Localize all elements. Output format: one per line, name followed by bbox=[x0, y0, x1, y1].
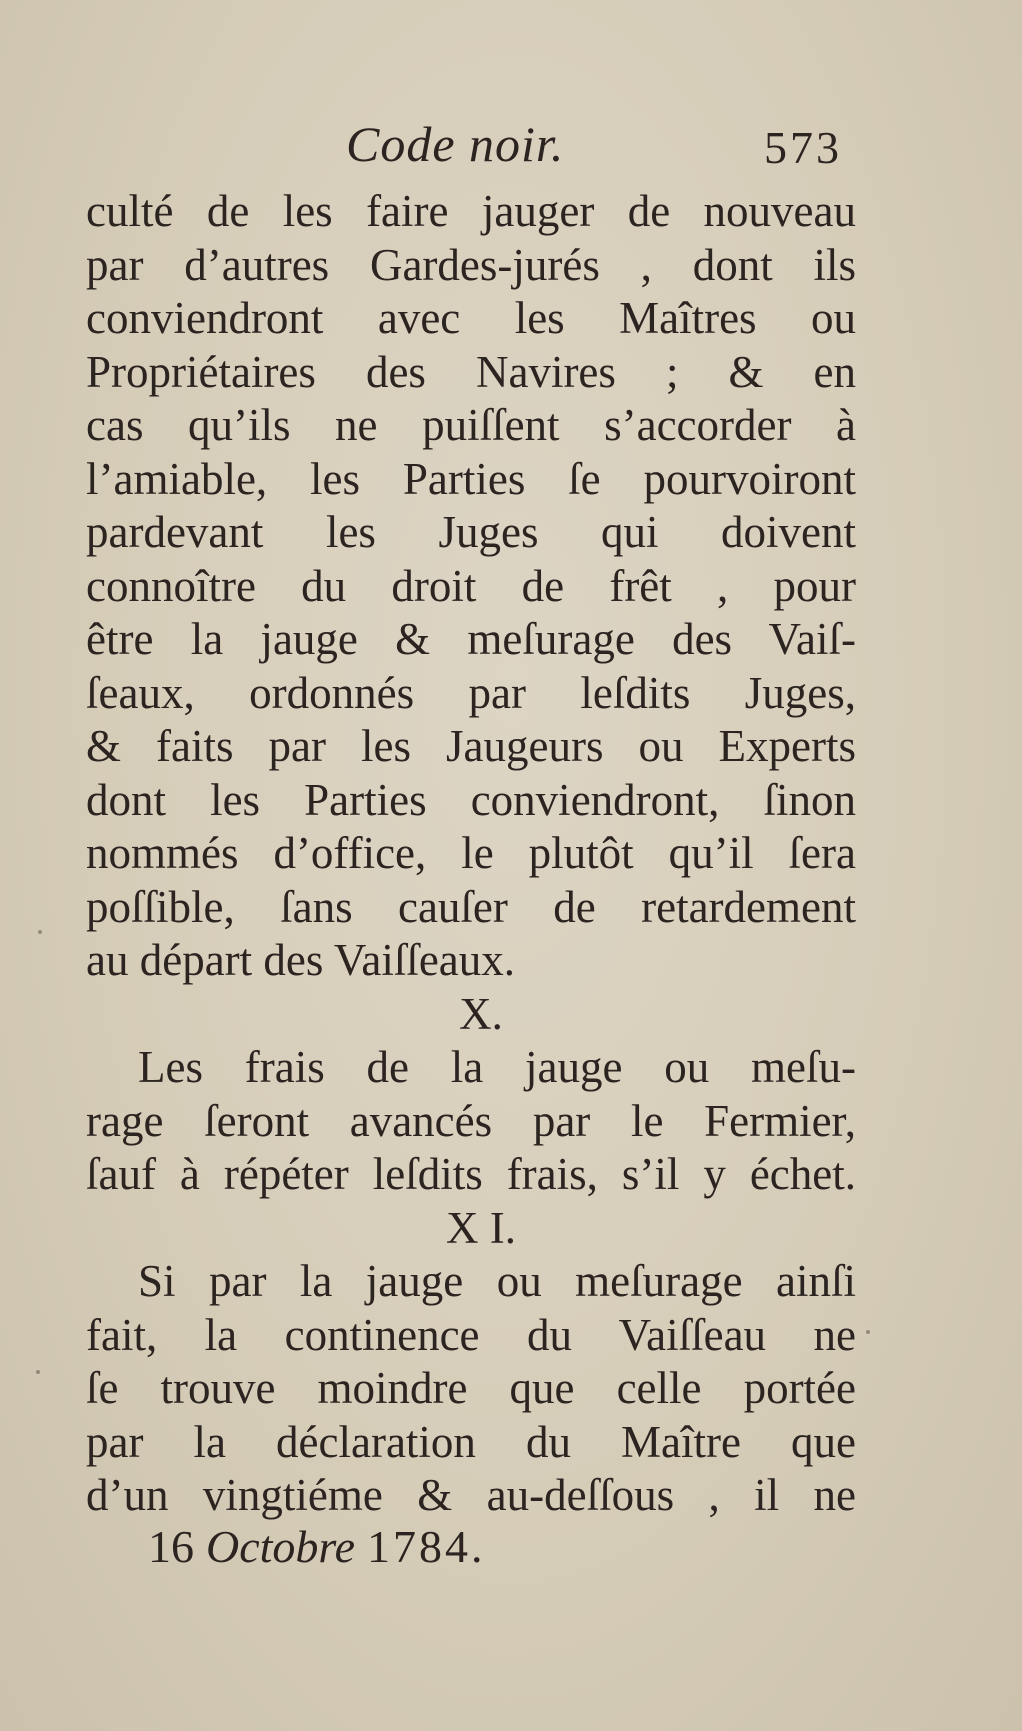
text-line: & faits par les Jaugeurs ou Experts bbox=[86, 721, 856, 771]
text-line: connoître du droit de frêt , pour bbox=[86, 560, 856, 611]
page-header bbox=[90, 115, 850, 185]
text-line: dont les Parties conviendront, ſinon bbox=[86, 774, 856, 825]
body-text bbox=[86, 185, 856, 1523]
text-line: par la déclaration du Maître que bbox=[86, 1416, 856, 1467]
text-line: pardevant les Juges qui doivent bbox=[86, 507, 856, 557]
article-heading-x: X. bbox=[459, 988, 503, 1039]
text-line: l’amiable, les Parties ſe pourvoiront bbox=[86, 453, 856, 504]
ink-speck bbox=[38, 930, 42, 934]
text-line: être la jauge & meſurage des Vaiſ- bbox=[86, 614, 856, 664]
text-line: ſe trouve moindre que celle portée bbox=[86, 1363, 856, 1413]
signature-date bbox=[148, 1520, 486, 1573]
page-number: 573 bbox=[764, 122, 842, 173]
text-line: Si par la jauge ou meſurage ainſi bbox=[138, 1256, 856, 1306]
text-line: Les frais de la jauge ou meſu- bbox=[138, 1042, 856, 1092]
signature-year: 1784. bbox=[367, 1521, 486, 1572]
ink-speck bbox=[866, 1330, 870, 1334]
text-line: ſauf à répéter leſdits frais, s’il y échet. bbox=[86, 1149, 856, 1199]
text-line: rage ſeront avancés par le Fermier, bbox=[86, 1095, 856, 1146]
text-line: ſeaux, ordonnés par leſdits Juges, bbox=[86, 667, 856, 718]
text-line: culté de les faire jauger de nouveau bbox=[86, 186, 856, 236]
text-line: Propriétaires des Navires ; & en bbox=[86, 346, 856, 397]
text-line: nommés d’office, le plutôt qu’il ſera bbox=[86, 828, 856, 878]
text-line: au départ des Vaiſſeaux. bbox=[86, 935, 516, 985]
text-line: par d’autres Gardes-jurés , dont ils bbox=[86, 239, 856, 290]
text-line: poſſible, ſans cauſer de retardement bbox=[86, 881, 856, 932]
running-title: Code noir. bbox=[346, 116, 565, 172]
text-line: conviendront avec les Maîtres ou bbox=[86, 293, 856, 343]
signature-day: 16 bbox=[148, 1521, 194, 1572]
text-line: cas qu’ils ne puiſſent s’accorder à bbox=[86, 400, 856, 450]
ink-speck bbox=[36, 1370, 40, 1374]
article-heading-xi: X I. bbox=[446, 1202, 516, 1253]
text-line: fait, la continence du Vaiſſeau ne bbox=[86, 1309, 856, 1360]
signature-month: Octobre bbox=[206, 1521, 356, 1572]
text-line: d’un vingtiéme & au-deſſous , il ne bbox=[86, 1470, 856, 1520]
